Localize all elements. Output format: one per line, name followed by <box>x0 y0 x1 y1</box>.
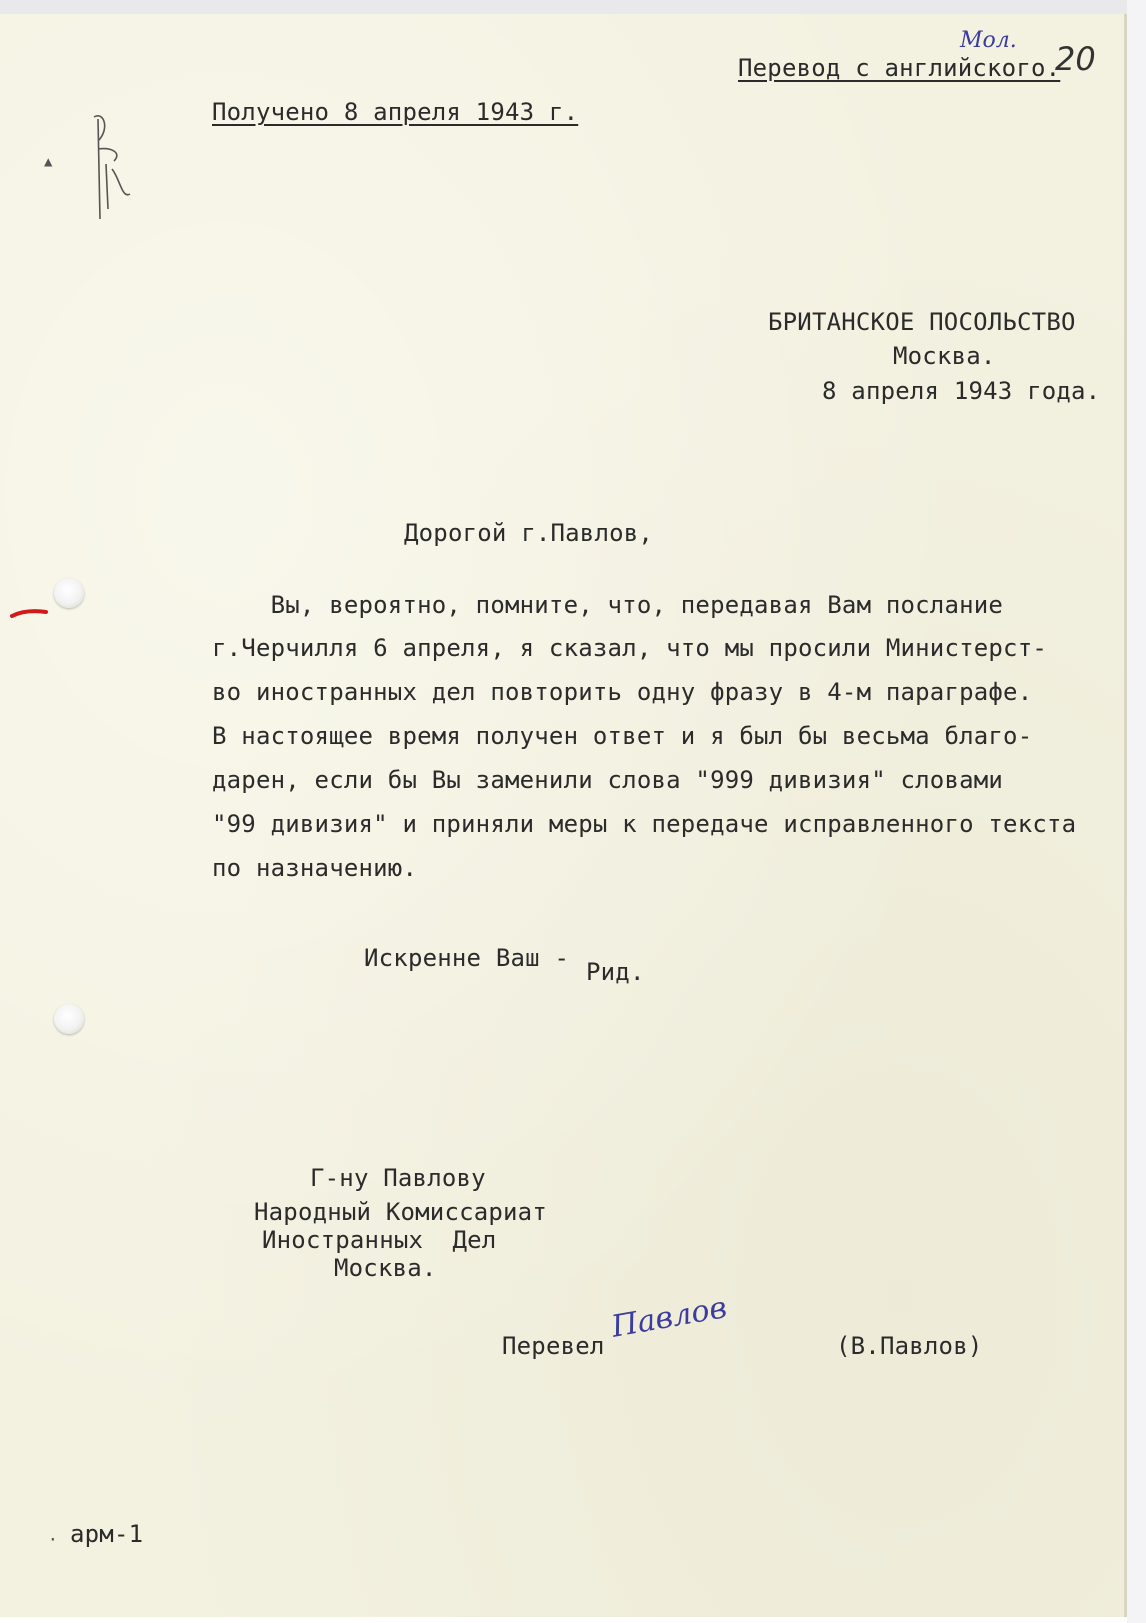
addressee-office: Народный Комиссариат <box>254 1198 547 1226</box>
translator-name: (В.Павлов) <box>836 1332 983 1360</box>
translation-note: Перевод с английского. <box>738 54 1061 82</box>
translator-label: Перевел <box>502 1332 605 1360</box>
footer-dot-icon: · <box>48 1530 58 1549</box>
red-mark-icon <box>10 604 50 624</box>
body-line: Вы, вероятно, помните, что, передавая Вам послание <box>212 591 1004 619</box>
sender-city: Москва. <box>893 342 996 370</box>
page-number: 20 <box>1055 40 1096 78</box>
punch-hole-icon <box>54 578 84 608</box>
closing-name: Рид. <box>586 958 645 986</box>
body-line: дарен, если бы Вы заменили слова "999 дивизия" словами <box>212 766 1004 794</box>
body-line: "99 дивизия" и приняли меры к передаче исправленного текста <box>212 810 1077 838</box>
received-stamp: Получено 8 апреля 1943 г. <box>212 98 579 126</box>
document-page <box>0 14 1127 1617</box>
body-line: В настоящее время получен ответ и я был бы весьма благо- <box>212 722 1033 750</box>
scan-top-border <box>0 0 1146 14</box>
sender-embassy: БРИТАНСКОЕ ПОСОЛЬСТВО <box>768 308 1076 336</box>
handwritten-mark: Мол. <box>960 28 1017 53</box>
footer-code: арм-1 <box>70 1520 144 1548</box>
addressee-city: Москва. <box>334 1254 437 1282</box>
initials-scribble-icon <box>82 109 142 229</box>
addressee-office-2: Иностранных Дел <box>262 1226 497 1254</box>
addressee-name: Г-ну Павлову <box>310 1164 486 1192</box>
scan-right-border <box>1127 0 1146 1623</box>
translator-signature: Павлов <box>608 1290 730 1345</box>
salutation: Дорогой г.Павлов, <box>404 519 654 547</box>
body-line: по назначению. <box>212 854 418 882</box>
body-line: во иностранных дел повторить одну фразу в 4-м параграфе. <box>212 678 1033 706</box>
body-line: г.Черчилля 6 апреля, я сказал, что мы просили Министерст- <box>212 634 1048 662</box>
punch-hole-icon <box>54 1004 84 1034</box>
sender-date: 8 апреля 1943 года. <box>822 377 1101 405</box>
margin-tick-icon: ▲ <box>44 154 53 170</box>
closing-phrase: Искренне Ваш - <box>364 944 570 972</box>
